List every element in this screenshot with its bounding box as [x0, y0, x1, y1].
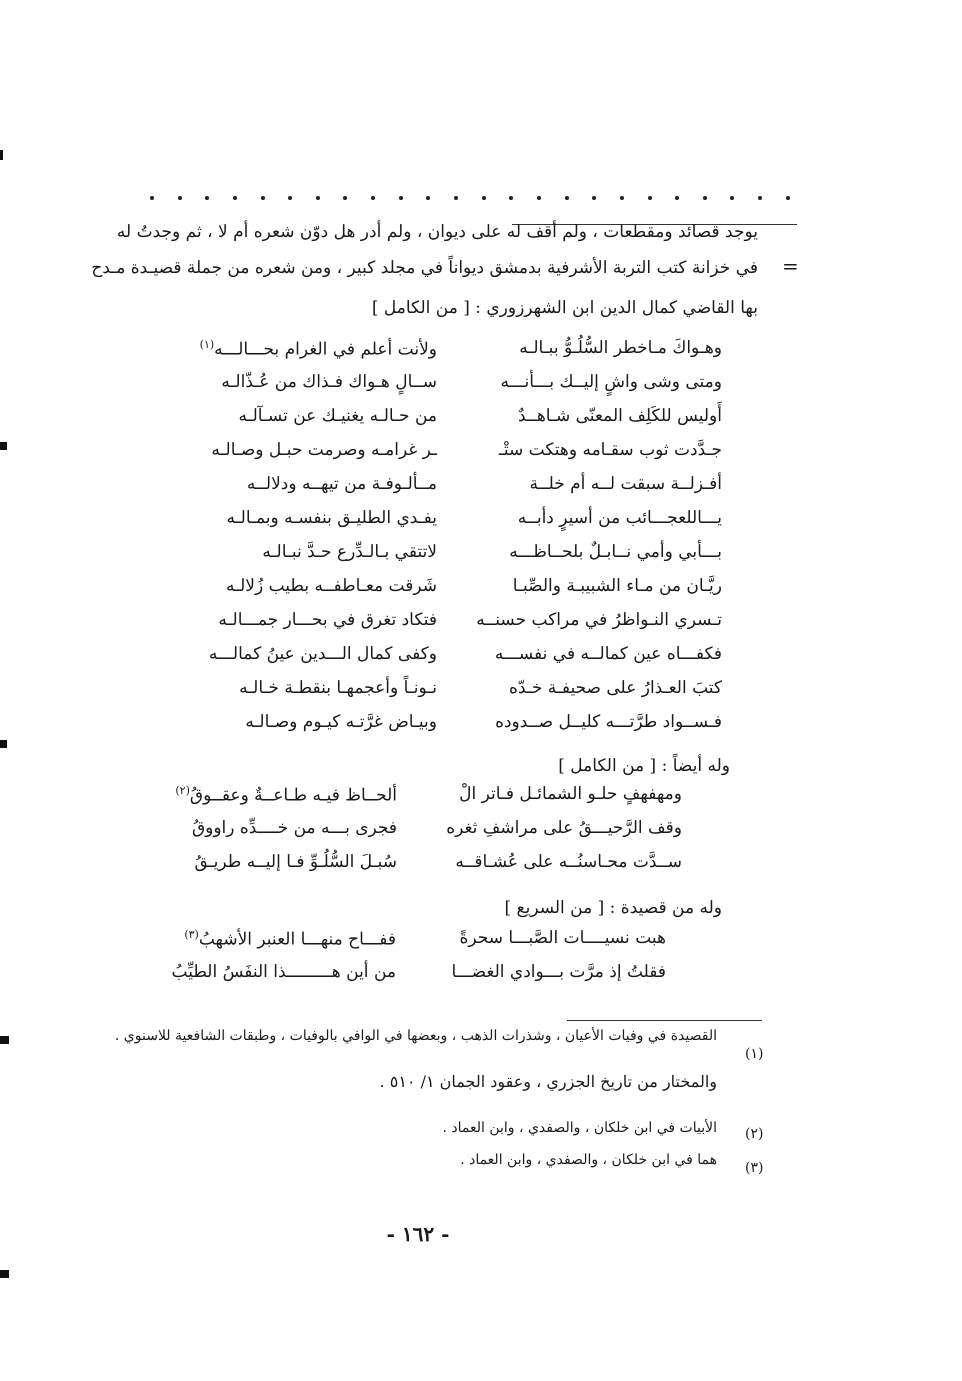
hemistich-text: وبيـاض غرَّتـه كيـوم وصـالـه	[245, 712, 437, 732]
hemistich-text: لاتتقي بـالـدِّرع حـدَّ نبـالـه	[262, 542, 437, 562]
verse-line	[142, 440, 722, 474]
footnote-1-line-1: القصيدة في وفيات الأعيان ، وشذرات الذهب ، وبعضها في الوافي بالوفيات ، وطبقات الشافعية للاسنوي .	[114, 1028, 717, 1044]
scan-mark-top	[0, 150, 3, 160]
ellipsis-dot	[371, 196, 375, 200]
verse-line	[146, 962, 666, 996]
ellipsis-dot	[509, 196, 513, 200]
hemistich-text: ففـــاح منهـــا العنبر الأشهبُ	[198, 929, 396, 950]
verse-second-hemistich	[209, 644, 437, 664]
verse-second-hemistich	[221, 372, 437, 392]
verse-first-hemistich: ومتى وشى واشٍ إليــك بـــأنـــه	[500, 372, 722, 392]
ellipsis-dot	[537, 196, 541, 200]
verse-first-hemistich: وقف الرَّحيـــقُ على مراشفِ ثغره	[446, 818, 682, 838]
verse-first-hemistich: فكفـــاه عين كمالــه في نفســـه	[494, 644, 722, 664]
footnote-reference: (١)	[199, 338, 215, 351]
verse-line	[142, 644, 722, 678]
scan-mark-4	[0, 1270, 9, 1278]
verse-second-hemistich	[211, 440, 437, 460]
verse-second-hemistich	[200, 338, 437, 360]
verse-line	[142, 712, 722, 746]
footnote-2-number: (٢)	[745, 1126, 764, 1142]
verse-first-hemistich: هبت نسيــــات الصَّبـــا سحرةً	[459, 928, 666, 948]
hemistich-text: من أين هـــــــــذا النفَسُ الطيِّبُ	[171, 962, 396, 982]
verse-first-hemistich: فقلتُ إذ مرَّت بـــوادي الغضـــا	[451, 962, 666, 982]
verse-first-hemistich: تـسري النـواظرُ في مراكب حسنــه	[476, 610, 722, 630]
verse-line	[142, 338, 722, 372]
hemistich-text: نـونـاً وأعجمهـا بنقطـة خـالـه	[239, 678, 437, 698]
verse-first-hemistich: ريَّـان من مـاء الشبيبـة والصِّبـا	[512, 576, 722, 596]
verse-line	[142, 576, 722, 610]
footnote-3-number: (٣)	[745, 1160, 764, 1176]
verse-first-hemistich: جـدَّدت ثوب سقـامه وهتكت ستْـ	[498, 440, 722, 460]
poem-heading-2: وله أيضاً : [ من الكامل ]	[558, 756, 730, 776]
verse-first-hemistich: بـــأبي وأمي نــابـلٌ بلحــاظـــه	[509, 542, 722, 562]
verse-line	[146, 928, 666, 962]
footnote-rule	[567, 1020, 762, 1021]
hemistich-text: ولأنت أعلم في الغرام بحـــالـــه	[214, 339, 437, 360]
ellipsis-dot	[426, 196, 430, 200]
scan-mark-1	[0, 442, 7, 450]
ellipsis-dot	[730, 196, 734, 200]
scan-mark-3	[0, 1036, 9, 1044]
verse-second-hemistich	[184, 928, 396, 950]
verse-line	[142, 372, 722, 406]
poem-kamil-1	[142, 338, 722, 746]
hemistich-text: ســالٍ هـواك فـذاك من عُـذّالـه	[221, 372, 437, 392]
hemistich-text: فجرى بـــه من خــــدِّه راووقُ	[191, 818, 397, 838]
verse-first-hemistich: أفـزلــة سبقت لــه أم خلــة	[529, 474, 722, 494]
page-number: - ١٦٢ -	[386, 1222, 450, 1246]
verse-first-hemistich: وهـواكَ مـاخطر السُّلُـوُّ ببـالـه	[519, 338, 722, 358]
ellipsis-dot	[205, 196, 209, 200]
ellipsis-dot	[150, 196, 154, 200]
hemistich-text: من حـالـه يغنيـك عن تسـآلـه	[238, 406, 437, 426]
verse-second-hemistich	[245, 712, 437, 732]
hemistich-text: سُبـلَ السُّلُـوِّ فـا إليــه طريـقُ	[194, 852, 397, 872]
footnote-3-line-1: هما في ابن خلكان ، والصفدي ، وابن العماد .	[460, 1152, 717, 1168]
verse-line	[142, 678, 722, 712]
verse-second-hemistich	[247, 474, 437, 494]
verse-line	[142, 610, 722, 644]
footnote-1-line-2: والمختار من تاريخ الجزري ، وعقود الجمان ١/ ٥١٠ .	[379, 1072, 717, 1091]
verse-line	[142, 474, 722, 508]
intro-line-3: بها القاضي كمال الدين ابن الشهرزوري : [ من الكامل ]	[371, 298, 758, 318]
poem-sari	[146, 928, 666, 996]
ellipsis-dot	[620, 196, 624, 200]
ellipsis-dot	[316, 196, 320, 200]
ellipsis-dot	[565, 196, 569, 200]
ellipsis-dot	[399, 196, 403, 200]
continuation-mark: =	[782, 254, 799, 278]
verse-second-hemistich	[218, 610, 437, 630]
footnote-reference: (٣)	[184, 928, 199, 941]
ellipsis-dot	[288, 196, 292, 200]
hemistich-text: فتكاد تغرق في بحـــار جمـــالـه	[218, 610, 437, 630]
verse-second-hemistich	[239, 678, 437, 698]
ellipsis-dot	[592, 196, 596, 200]
verse-second-hemistich	[172, 962, 396, 982]
verse-second-hemistich	[226, 576, 437, 596]
verse-second-hemistich	[238, 406, 437, 426]
verse-first-hemistich: كتبَ العـذارُ على صحيفـة خـدّه	[509, 678, 722, 698]
verse-line	[142, 542, 722, 576]
verse-line	[142, 852, 682, 886]
verse-line	[142, 784, 682, 818]
verse-first-hemistich: أَوليس للكَلِف المعنّى شـاهــدٌ	[517, 406, 722, 426]
ellipsis-dot	[703, 196, 707, 200]
hemistich-text: ـر غرامـه وصرمت حبـل وصـالـه	[211, 440, 437, 460]
ellipsis-dot	[178, 196, 182, 200]
ellipsis-dot	[454, 196, 458, 200]
ellipsis-dot	[786, 196, 790, 200]
verse-first-hemistich: يـــاللعجـــائب من أسيرٍ دأبــه	[517, 508, 722, 528]
intro-line-2: في خزانة كتب التربة الأشرفية بدمشق ديواناً في مجلد كبير ، ومن شعره من جملة قصيـدة مـدح	[91, 258, 758, 278]
footnote-2-line-1: الأبيات في ابن خلكان ، والصفدي ، وابن العماد .	[442, 1120, 717, 1136]
ellipsis-dot	[648, 196, 652, 200]
verse-first-hemistich: ســدَّت محـاسنُــه على عُشـاقــه	[455, 852, 682, 872]
hemistich-text: ألحــاظ فيـه طـاعــةٌ وعقــوقُ	[189, 785, 397, 806]
hemistich-text: مــألـوفـة من تيهــه ودلالــه	[246, 474, 437, 494]
verse-line	[142, 406, 722, 440]
verse-second-hemistich	[227, 508, 437, 528]
verse-first-hemistich: فـســواد طرَّتـــه كليــل صــدوده	[495, 712, 722, 732]
ellipsis-dot	[758, 196, 762, 200]
hemistich-text: يفـدي الطليـق بنفسـه وبمـالـه	[226, 508, 437, 528]
ellipsis-dot	[482, 196, 486, 200]
hemistich-text: وكفى كمال الـــدين عينُ كمالـــه	[208, 644, 437, 664]
ellipsis-dot	[233, 196, 237, 200]
footnote-reference: (٢)	[175, 784, 190, 797]
scan-mark-2	[0, 740, 7, 748]
verse-line	[142, 508, 722, 542]
verse-first-hemistich: ومهفهفٍ حلـو الشمائـل فـاتر الْ	[459, 784, 682, 804]
verse-line	[142, 818, 682, 852]
poem-heading-3: وله من قصيدة : [ من السريع ]	[504, 898, 722, 918]
ellipsis-dot	[261, 196, 265, 200]
poem-kamil-2	[142, 784, 682, 886]
hemistich-text: شَرقت معـاطفــه بطيب زُلالـه	[225, 576, 437, 596]
verse-second-hemistich	[262, 542, 437, 562]
ellipsis-dots	[150, 150, 790, 200]
ellipsis-dot	[343, 196, 347, 200]
ellipsis-dot	[675, 196, 679, 200]
intro-line-1: يوجد قصائد ومقطعات ، ولم أقف له على ديوان ، ولم أدر هل دوّن شعره أم لا ، ثم وجدتُ له	[116, 222, 758, 242]
verse-second-hemistich	[195, 852, 398, 872]
verse-second-hemistich	[192, 818, 397, 838]
verse-second-hemistich	[175, 784, 397, 806]
footnote-1-number: (١)	[745, 1046, 764, 1062]
